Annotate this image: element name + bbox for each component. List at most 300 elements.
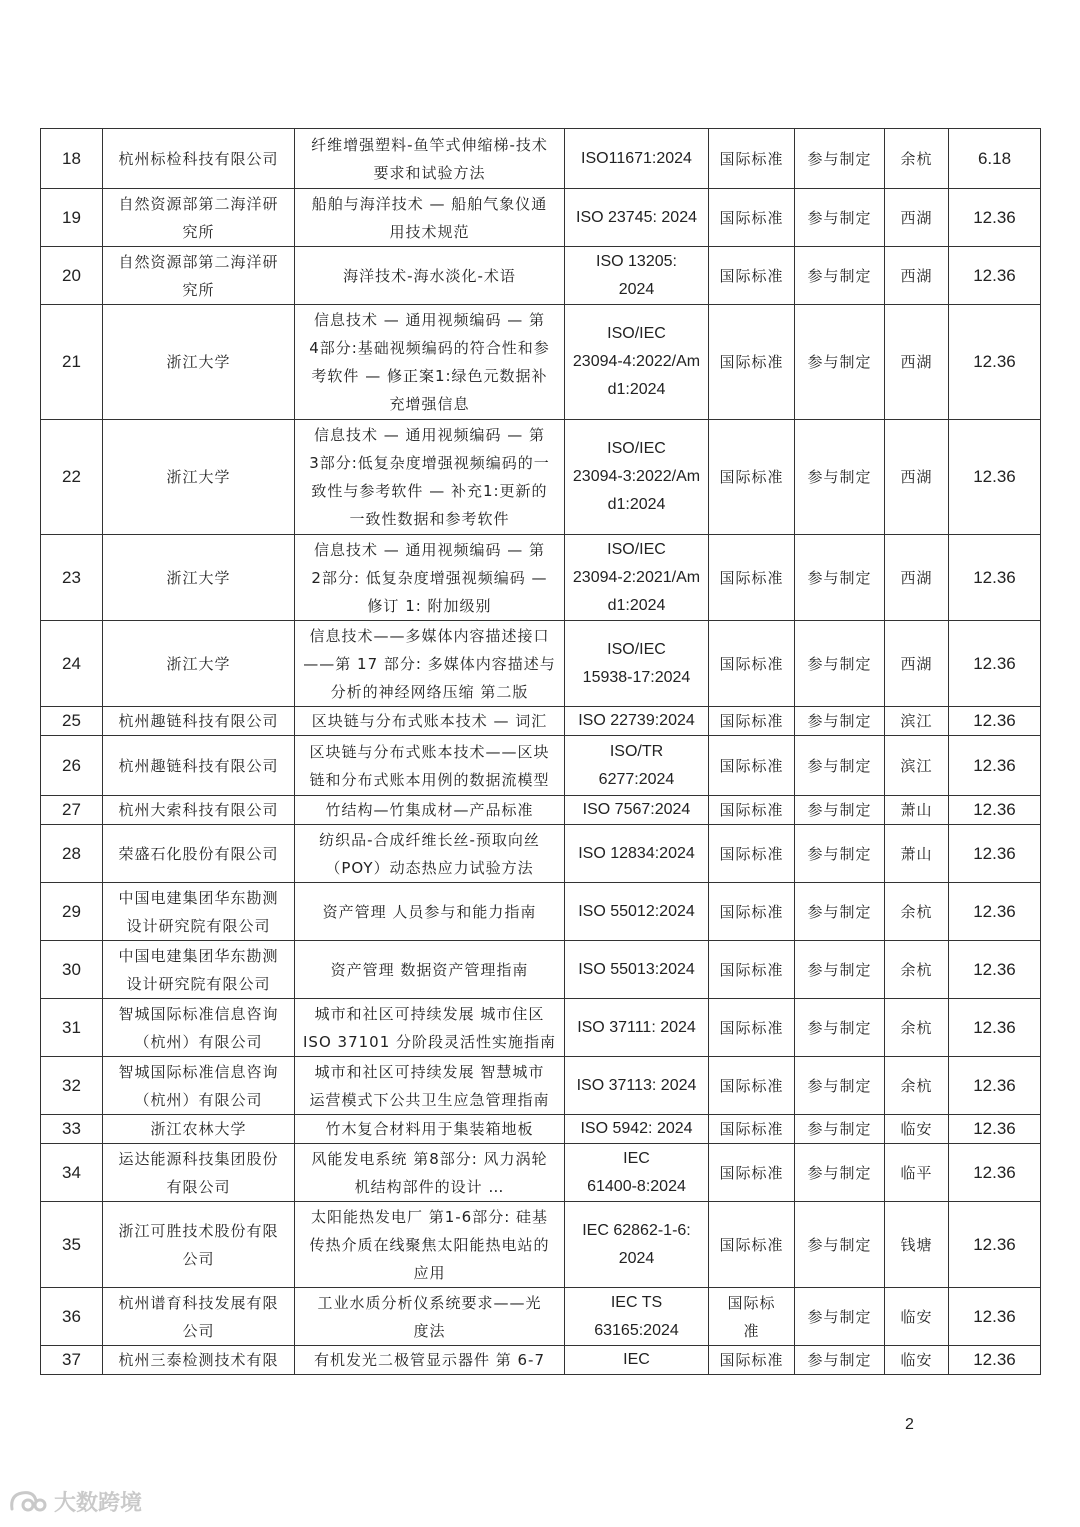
cell-role: 参与制定 — [795, 736, 885, 796]
cell-organization — [103, 825, 295, 883]
cell-standard-title — [295, 247, 565, 305]
cell-standard-code-line: 63165:2024 — [594, 1321, 679, 1339]
cell-value: 12.36 — [949, 621, 1041, 707]
cell-standard-title — [295, 941, 565, 999]
cell-standard-title-line: 风能发电系统 第8部分: 风力涡轮 — [311, 1149, 548, 1168]
cell-standard-type — [709, 189, 795, 247]
cell-organization — [103, 1288, 295, 1346]
cell-value: 12.36 — [949, 736, 1041, 796]
cell-organization-line: 自然资源部第二海洋研 — [118, 194, 279, 213]
cell-organization-line: 设计研究院有限公司 — [126, 916, 271, 935]
cell-standard-code-line: 2024 — [618, 280, 655, 298]
cell-standard-code-line: d1:2024 — [607, 496, 666, 513]
cell-standard-type — [709, 825, 795, 883]
cell-district: 临安 — [885, 1288, 949, 1346]
table-row — [41, 1288, 1041, 1346]
cell-number: 24 — [41, 621, 103, 707]
table-row — [41, 796, 1041, 825]
cell-district: 西湖 — [885, 189, 949, 247]
cell-number: 23 — [41, 535, 103, 621]
cell-standard-code-line: ISO/IEC — [607, 325, 666, 342]
cell-value: 12.36 — [949, 941, 1041, 999]
cell-standard-type-line: 国际标准 — [719, 960, 784, 979]
cell-value: 12.36 — [949, 189, 1041, 247]
cell-standard-type — [709, 247, 795, 305]
table-row — [41, 736, 1041, 796]
cell-standard-title — [295, 621, 565, 707]
cell-organization — [103, 1144, 295, 1202]
cell-standard-code-line: ISO 12834:2024 — [578, 844, 695, 862]
cell-organization-line: 浙江农林大学 — [150, 1120, 247, 1138]
cell-standard-title-line: 应用 — [413, 1263, 446, 1282]
cell-standard-code — [565, 621, 709, 707]
table-row — [41, 247, 1041, 305]
standards-table — [40, 128, 1041, 1375]
cell-organization-line: 智城国际标准信息咨询 — [118, 1062, 279, 1081]
cell-standard-title-line: 纤维增强塑料-鱼竿式伸缩梯-技术 — [311, 135, 548, 154]
cell-standard-title-line: 4部分:基础视频编码的符合性和参 — [309, 339, 550, 357]
cell-standard-code-line: 23094-4:2022/Am — [572, 353, 701, 370]
cell-district: 钱塘 — [885, 1202, 949, 1288]
cell-standard-type-line: 国际标准 — [719, 1018, 784, 1037]
cell-district: 滨江 — [885, 736, 949, 796]
cell-district: 西湖 — [885, 621, 949, 707]
cell-standard-title-line: 资产管理 数据资产管理指南 — [330, 960, 529, 979]
cell-standard-title-line: 资产管理 人员参与和能力指南 — [322, 902, 537, 921]
cell-standard-type — [709, 535, 795, 621]
cell-standard-title-line: 太阳能热发电厂 第1-6部分: 硅基 — [310, 1207, 549, 1226]
cell-standard-title — [295, 129, 565, 189]
cell-organization-line: 浙江大学 — [166, 468, 231, 486]
cell-standard-type-line: 国际标准 — [719, 468, 784, 486]
cell-value: 12.36 — [949, 1057, 1041, 1115]
cell-standard-code-line: ISO/IEC — [607, 440, 666, 457]
cell-standard-code — [565, 883, 709, 941]
cell-role: 参与制定 — [795, 305, 885, 420]
cell-organization — [103, 941, 295, 999]
cell-value: 12.36 — [949, 247, 1041, 305]
cell-value: 12.36 — [949, 1144, 1041, 1202]
cell-organization — [103, 883, 295, 941]
cell-role: 参与制定 — [795, 1288, 885, 1346]
cell-number: 29 — [41, 883, 103, 941]
cell-organization-line: 究所 — [182, 222, 215, 241]
cell-organization — [103, 420, 295, 535]
cell-standard-type-line: 国际标准 — [719, 149, 784, 168]
cell-standard-title — [295, 1115, 565, 1144]
cell-standard-type-line: 国际标准 — [719, 844, 784, 863]
cell-standard-type-line: 国际标准 — [719, 1351, 784, 1369]
cell-number: 32 — [41, 1057, 103, 1115]
cell-standard-code — [565, 707, 709, 736]
cell-number: 18 — [41, 129, 103, 189]
cell-standard-type — [709, 1115, 795, 1144]
cell-role: 参与制定 — [795, 1346, 885, 1375]
cell-standard-code-line: 15938-17:2024 — [582, 668, 691, 686]
cell-standard-type-line: 国际标准 — [719, 654, 784, 673]
cell-value: 12.36 — [949, 1288, 1041, 1346]
cell-standard-code-line: 61400-8:2024 — [587, 1177, 686, 1195]
cell-standard-title-line: 考软件 — 修正案1:绿色元数据补 — [311, 367, 548, 385]
cell-standard-code-line: IEC 62862-1-6: — [582, 1221, 691, 1239]
cell-standard-code — [565, 796, 709, 825]
cell-number: 34 — [41, 1144, 103, 1202]
cell-standard-title-line: 一致性数据和参考软件 — [349, 510, 510, 528]
cell-organization — [103, 999, 295, 1057]
cell-standard-code — [565, 247, 709, 305]
cell-standard-code-line: ISO11671:2024 — [581, 149, 692, 167]
cell-role: 参与制定 — [795, 129, 885, 189]
cell-standard-title-line: 区块链与分布式账本技术——区块 — [309, 742, 550, 761]
cell-standard-title-line: 海洋技术-海水淡化-术语 — [343, 266, 516, 285]
cell-district: 余杭 — [885, 999, 949, 1057]
cell-standard-code-line: ISO/IEC — [607, 540, 666, 558]
cell-number: 20 — [41, 247, 103, 305]
cell-standard-type — [709, 129, 795, 189]
cell-number: 36 — [41, 1288, 103, 1346]
cell-role: 参与制定 — [795, 189, 885, 247]
cell-standard-code — [565, 1115, 709, 1144]
cell-organization-line: 杭州谱育科技发展有限 — [118, 1293, 279, 1312]
cell-organization — [103, 535, 295, 621]
cell-standard-type-line: 国际标准 — [719, 208, 784, 227]
cell-standard-title — [295, 189, 565, 247]
cell-number: 22 — [41, 420, 103, 535]
table-row — [41, 825, 1041, 883]
cell-standard-type — [709, 941, 795, 999]
cell-standard-title-line: 度法 — [413, 1321, 446, 1340]
cell-standard-type-line: 国际标准 — [719, 568, 784, 587]
cell-standard-title-line: 竹木复合材料用于集装箱地板 — [325, 1120, 534, 1138]
cell-standard-code — [565, 420, 709, 535]
cell-standard-code-line: ISO/TR 6277:2024 — [598, 742, 675, 788]
cell-standard-code-line: ISO 13205: — [596, 252, 677, 270]
cell-organization — [103, 621, 295, 707]
cell-standard-title — [295, 796, 565, 825]
cell-standard-type — [709, 1346, 795, 1375]
cell-standard-type-line: 国际标准 — [719, 1120, 784, 1138]
cell-role: 参与制定 — [795, 999, 885, 1057]
cell-organization-line: 杭州标检科技有限公司 — [118, 149, 279, 168]
cell-standard-code-line: IEC — [623, 1149, 650, 1167]
cell-district: 西湖 — [885, 420, 949, 535]
cell-standard-code-line: 23094-2:2021/Am — [572, 568, 701, 586]
cell-standard-code-line: ISO 5942: 2024 — [580, 1120, 693, 1137]
cell-district: 余杭 — [885, 129, 949, 189]
table-body — [41, 129, 1041, 1375]
cell-organization-line: 有限公司 — [166, 1177, 231, 1196]
cell-organization-line: 杭州大索科技有限公司 — [118, 801, 279, 819]
table-row — [41, 999, 1041, 1057]
cell-standard-title — [295, 825, 565, 883]
cell-standard-type — [709, 883, 795, 941]
cell-district: 西湖 — [885, 305, 949, 420]
cell-standard-title-line: 分析的神经网络压缩 第二版 — [330, 682, 529, 701]
cell-district: 滨江 — [885, 707, 949, 736]
cell-standard-title — [295, 736, 565, 796]
cell-organization-line: 公司 — [182, 1321, 215, 1340]
cell-standard-code — [565, 129, 709, 189]
cell-standard-title — [295, 305, 565, 420]
cell-value: 12.36 — [949, 1115, 1041, 1144]
cell-role: 参与制定 — [795, 707, 885, 736]
cell-standard-title — [295, 1057, 565, 1115]
cell-organization — [103, 129, 295, 189]
cell-standard-code-line: IEC TS — [610, 1293, 663, 1311]
cell-value: 12.36 — [949, 420, 1041, 535]
cell-standard-type-line: 国际标准 — [719, 1163, 784, 1182]
cell-district: 临平 — [885, 1144, 949, 1202]
cell-standard-title — [295, 1288, 565, 1346]
cell-standard-type-line: 国际标准 — [719, 756, 784, 775]
cell-district: 萧山 — [885, 796, 949, 825]
cell-standard-code-line: d1:2024 — [607, 381, 666, 398]
cell-organization — [103, 1202, 295, 1288]
cell-number: 25 — [41, 707, 103, 736]
cell-role: 参与制定 — [795, 1057, 885, 1115]
dashuo-logo-icon — [8, 1487, 50, 1517]
cell-organization-line: 设计研究院有限公司 — [126, 974, 271, 993]
cell-number: 27 — [41, 796, 103, 825]
cell-organization — [103, 247, 295, 305]
cell-standard-code-line: ISO 55012:2024 — [578, 902, 695, 920]
cell-standard-title-line: 纺织品-合成纤维长丝-预取向丝 — [319, 830, 540, 849]
cell-role: 参与制定 — [795, 621, 885, 707]
cell-standard-title-line: 链和分布式账本用例的数据流模型 — [309, 770, 550, 789]
cell-district: 余杭 — [885, 1057, 949, 1115]
cell-district: 西湖 — [885, 247, 949, 305]
cell-role: 参与制定 — [795, 1115, 885, 1144]
cell-organization-line: 浙江可胜技术股份有限 — [118, 1221, 279, 1240]
cell-organization-line: 运达能源科技集团股份 — [118, 1149, 279, 1168]
cell-standard-code — [565, 305, 709, 420]
cell-standard-title-line: 2部分: 低复杂度增强视频编码 — — [311, 568, 548, 587]
cell-standard-title — [295, 535, 565, 621]
cell-standard-title-line: 有机发光二极管显示器件 第 6-7 — [313, 1351, 546, 1369]
cell-number: 31 — [41, 999, 103, 1057]
cell-organization-line: （杭州）有限公司 — [134, 1090, 263, 1109]
cell-standard-code — [565, 999, 709, 1057]
cell-value: 6.18 — [949, 129, 1041, 189]
cell-standard-code-line: 23094-3:2022/Am — [572, 468, 701, 485]
cell-organization-line: 杭州趣链科技有限公司 — [118, 712, 279, 730]
cell-standard-title-line: 城市和社区可持续发展 城市住区 — [314, 1004, 545, 1023]
page-number: 2 — [905, 1416, 914, 1433]
table-row — [41, 535, 1041, 621]
table-row — [41, 1057, 1041, 1115]
table-row — [41, 1115, 1041, 1144]
cell-standard-code-line: ISO 23745: 2024 — [576, 208, 697, 226]
cell-number: 19 — [41, 189, 103, 247]
cell-number: 37 — [41, 1346, 103, 1375]
cell-standard-title-line: 信息技术 — 通用视频编码 — 第 — [313, 540, 546, 559]
cell-standard-code — [565, 535, 709, 621]
cell-standard-type-line: 准 — [743, 1321, 760, 1340]
cell-organization-line: 智城国际标准信息咨询 — [118, 1004, 279, 1023]
cell-district: 西湖 — [885, 535, 949, 621]
cell-organization-line: 浙江大学 — [166, 568, 231, 587]
cell-standard-title-line: 竹结构—竹集成材—产品标准 — [325, 801, 534, 819]
cell-district: 临安 — [885, 1115, 949, 1144]
cell-standard-type — [709, 305, 795, 420]
cell-role: 参与制定 — [795, 1202, 885, 1288]
cell-value: 12.36 — [949, 796, 1041, 825]
cell-standard-type-line: 国际标准 — [719, 902, 784, 921]
cell-standard-code — [565, 1288, 709, 1346]
table-row — [41, 621, 1041, 707]
cell-standard-type — [709, 1057, 795, 1115]
cell-standard-code — [565, 1057, 709, 1115]
cell-organization — [103, 189, 295, 247]
cell-standard-title-line: ISO 37101 分阶段灵活性实施指南 — [303, 1032, 557, 1051]
cell-standard-title-line: 运营模式下公共卫生应急管理指南 — [309, 1090, 550, 1109]
cell-organization — [103, 1115, 295, 1144]
table-row — [41, 707, 1041, 736]
cell-value: 12.36 — [949, 1346, 1041, 1375]
cell-standard-code-line: ISO 22739:2024 — [578, 712, 695, 729]
cell-standard-title — [295, 1144, 565, 1202]
table-row — [41, 305, 1041, 420]
table-row — [41, 1144, 1041, 1202]
cell-standard-title — [295, 707, 565, 736]
cell-standard-code — [565, 1144, 709, 1202]
cell-organization-line: 杭州趣链科技有限公司 — [118, 756, 279, 775]
cell-standard-title-line: 信息技术 — 通用视频编码 — 第 — [313, 311, 546, 329]
cell-standard-title-line: 致性与参考软件 — 补充1:更新的 — [311, 482, 548, 500]
table-row — [41, 420, 1041, 535]
table-row — [41, 129, 1041, 189]
watermark — [8, 1486, 142, 1517]
cell-number: 35 — [41, 1202, 103, 1288]
cell-number: 26 — [41, 736, 103, 796]
cell-value: 12.36 — [949, 1202, 1041, 1288]
cell-organization-line: 究所 — [182, 280, 215, 299]
cell-standard-type-line: 国际标准 — [719, 353, 784, 371]
cell-standard-code-line: IEC — [623, 1351, 650, 1368]
cell-organization — [103, 1346, 295, 1375]
cell-standard-type-line: 国际标准 — [719, 266, 784, 285]
cell-organization-line: 中国电建集团华东勘测 — [118, 888, 279, 907]
cell-standard-title-line: 3部分:低复杂度增强视频编码的一 — [309, 454, 550, 472]
cell-value: 12.36 — [949, 535, 1041, 621]
cell-standard-code — [565, 736, 709, 796]
cell-organization-line: 公司 — [182, 1249, 215, 1268]
cell-standard-type — [709, 736, 795, 796]
cell-organization — [103, 1057, 295, 1115]
cell-standard-title-line: （POY）动态热应力试验方法 — [325, 858, 534, 877]
cell-standard-code-line: d1:2024 — [607, 596, 666, 614]
cell-role: 参与制定 — [795, 796, 885, 825]
table-row — [41, 189, 1041, 247]
cell-standard-type — [709, 707, 795, 736]
cell-district: 临安 — [885, 1346, 949, 1375]
cell-standard-title-line: 要求和试验方法 — [373, 163, 486, 182]
cell-organization-line: （杭州）有限公司 — [134, 1032, 263, 1051]
cell-standard-type — [709, 1144, 795, 1202]
cell-standard-code — [565, 941, 709, 999]
cell-standard-code-line: ISO 7567:2024 — [582, 801, 691, 818]
cell-value: 12.36 — [949, 707, 1041, 736]
cell-standard-title-line: 传热介质在线聚焦太阳能热电站的 — [309, 1235, 550, 1254]
cell-organization — [103, 707, 295, 736]
cell-standard-type-line: 国际标准 — [719, 801, 784, 819]
cell-standard-title-line: 城市和社区可持续发展 智慧城市 — [314, 1062, 545, 1081]
cell-standard-code-line: ISO 37113: 2024 — [576, 1076, 697, 1094]
cell-standard-type-line: 国际标准 — [719, 712, 784, 730]
cell-standard-title-line: ——第 17 部分: 多媒体内容描述与 — [303, 654, 556, 673]
cell-standard-title-line: 区块链与分布式账本技术 — 词汇 — [311, 712, 548, 730]
cell-standard-type — [709, 999, 795, 1057]
cell-standard-type-line: 国际标 — [727, 1293, 776, 1312]
cell-organization-line: 中国电建集团华东勘测 — [118, 946, 279, 965]
table-row — [41, 941, 1041, 999]
cell-standard-code-line: ISO 55013:2024 — [578, 960, 695, 978]
cell-standard-type-line: 国际标准 — [719, 1076, 784, 1095]
cell-standard-type — [709, 420, 795, 535]
cell-standard-type — [709, 621, 795, 707]
cell-role: 参与制定 — [795, 1144, 885, 1202]
cell-role: 参与制定 — [795, 420, 885, 535]
cell-role: 参与制定 — [795, 825, 885, 883]
cell-standard-code — [565, 189, 709, 247]
cell-standard-title-line: 机结构部件的设计 … — [354, 1177, 505, 1196]
cell-value: 12.36 — [949, 825, 1041, 883]
cell-standard-type — [709, 796, 795, 825]
cell-standard-code-line: ISO 37111: 2024 — [577, 1018, 696, 1036]
cell-standard-code-line: 2024 — [618, 1249, 655, 1267]
cell-organization-line: 荣盛石化股份有限公司 — [118, 844, 279, 863]
cell-district: 余杭 — [885, 941, 949, 999]
cell-number: 28 — [41, 825, 103, 883]
cell-organization-line: 自然资源部第二海洋研 — [118, 252, 279, 271]
cell-number: 33 — [41, 1115, 103, 1144]
cell-district: 余杭 — [885, 883, 949, 941]
cell-standard-code — [565, 1202, 709, 1288]
cell-standard-title-line: 用技术规范 — [389, 222, 470, 241]
cell-organization-line: 浙江大学 — [166, 654, 231, 673]
cell-standard-title — [295, 999, 565, 1057]
cell-organization — [103, 736, 295, 796]
cell-number: 21 — [41, 305, 103, 420]
cell-value: 12.36 — [949, 883, 1041, 941]
cell-standard-code — [565, 1346, 709, 1375]
cell-value: 12.36 — [949, 305, 1041, 420]
cell-role: 参与制定 — [795, 883, 885, 941]
cell-district: 萧山 — [885, 825, 949, 883]
cell-standard-type — [709, 1288, 795, 1346]
cell-organization-line: 杭州三泰检测技术有限 — [118, 1351, 279, 1369]
cell-standard-title-line: 工业水质分析仪系统要求——光 — [317, 1293, 542, 1312]
cell-role: 参与制定 — [795, 247, 885, 305]
cell-organization-line: 浙江大学 — [166, 353, 231, 371]
cell-organization — [103, 796, 295, 825]
table-row — [41, 1346, 1041, 1375]
cell-standard-title-line: 船舶与海洋技术 — 船舶气象仪通 — [311, 194, 548, 213]
cell-standard-title — [295, 420, 565, 535]
cell-role: 参与制定 — [795, 535, 885, 621]
cell-standard-code — [565, 825, 709, 883]
cell-number: 30 — [41, 941, 103, 999]
cell-standard-title-line: 信息技术——多媒体内容描述接口 — [309, 626, 550, 645]
cell-standard-type-line: 国际标准 — [719, 1235, 784, 1254]
cell-standard-title — [295, 1346, 565, 1375]
cell-standard-code-line: ISO/IEC — [607, 640, 666, 658]
cell-organization — [103, 305, 295, 420]
cell-standard-title-line: 充增强信息 — [389, 395, 470, 413]
cell-role: 参与制定 — [795, 941, 885, 999]
cell-value: 12.36 — [949, 999, 1041, 1057]
cell-standard-title — [295, 1202, 565, 1288]
